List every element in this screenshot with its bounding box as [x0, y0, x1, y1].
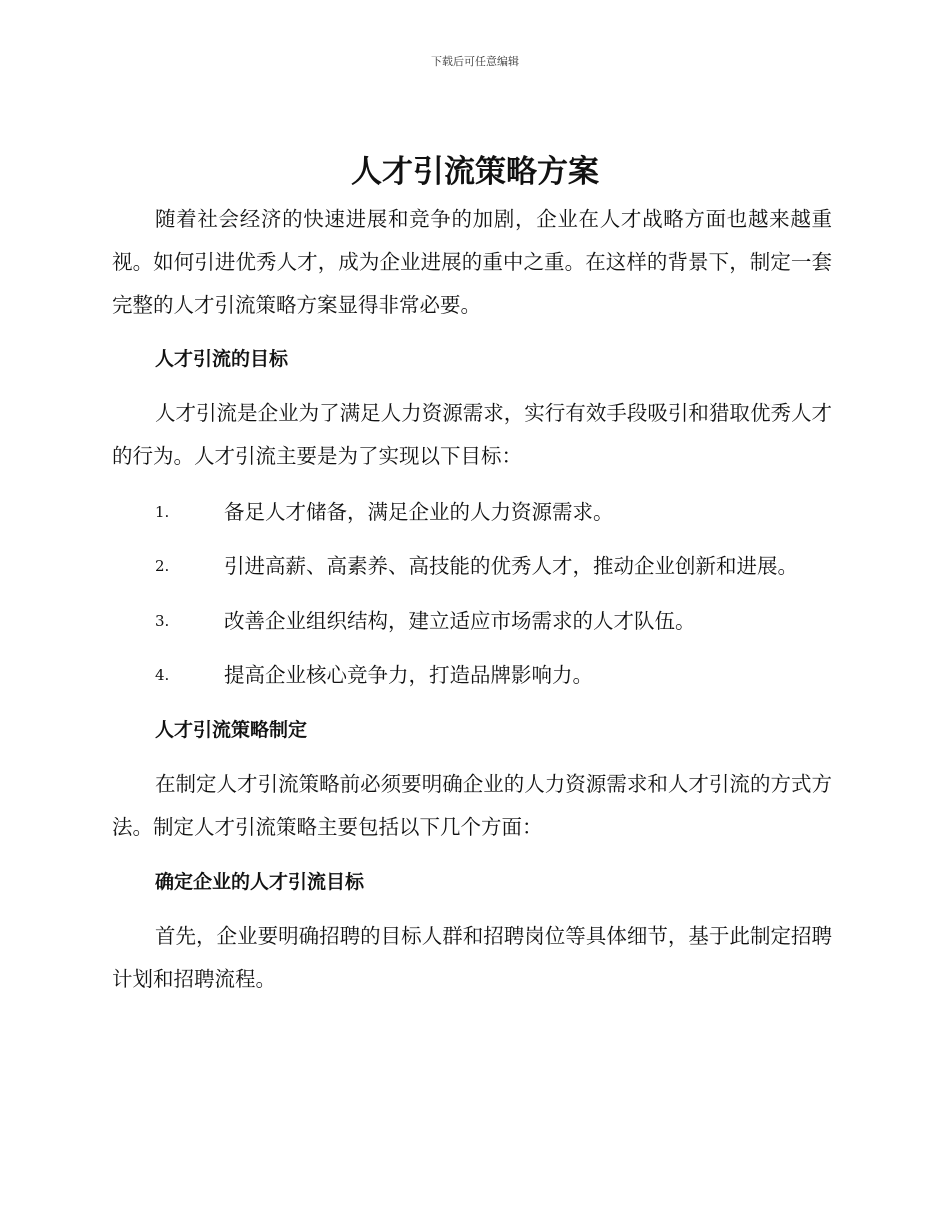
list-text: 提高企业核心竞争力，打造品牌影响力。 — [224, 663, 593, 687]
target-paragraph: 首先，企业要明确招聘的目标人群和招聘岗位等具体细节，基于此制定招聘计划和招聘流程。 — [112, 924, 832, 991]
list-item — [155, 606, 845, 636]
list-number: 3. — [155, 612, 170, 630]
list-item — [155, 497, 845, 527]
goals-paragraph: 人才引流是企业为了满足人力资源需求，实行有效手段吸引和猎取优秀人才的行为。人才引流主要是为了实现以下目标： — [112, 401, 832, 468]
section-heading-goals: 人才引流的目标 — [155, 348, 289, 370]
page-header: 下载后可任意编辑 — [431, 55, 519, 68]
list-number: 1. — [155, 503, 170, 521]
list-text: 改善企业组织结构，建立适应市场需求的人才队伍。 — [224, 609, 696, 633]
list-item — [155, 551, 845, 581]
list-number: 2. — [155, 557, 170, 575]
document-title: 人才引流策略方案 — [351, 154, 599, 190]
list-text: 引进高薪、高素养、高技能的优秀人才，推动企业创新和进展。 — [224, 554, 798, 578]
strategy-paragraph: 在制定人才引流策略前必须要明确企业的人力资源需求和人才引流的方式方法。制定人才引流策略主要包括以下几个方面： — [112, 772, 832, 839]
section-heading-target: 确定企业的人才引流目标 — [155, 871, 365, 893]
list-text: 备足人才储备，满足企业的人力资源需求。 — [224, 500, 614, 524]
list-item — [155, 660, 845, 690]
list-number: 4. — [155, 666, 170, 684]
section-heading-strategy: 人才引流策略制定 — [155, 719, 308, 741]
intro-paragraph: 随着社会经济的快速进展和竞争的加剧，企业在人才战略方面也越来越重视。如何引进优秀人才，成为企业进展的重中之重。在这样的背景下，制定一套完整的人才引流策略方案显得非常必要。 — [112, 207, 832, 317]
